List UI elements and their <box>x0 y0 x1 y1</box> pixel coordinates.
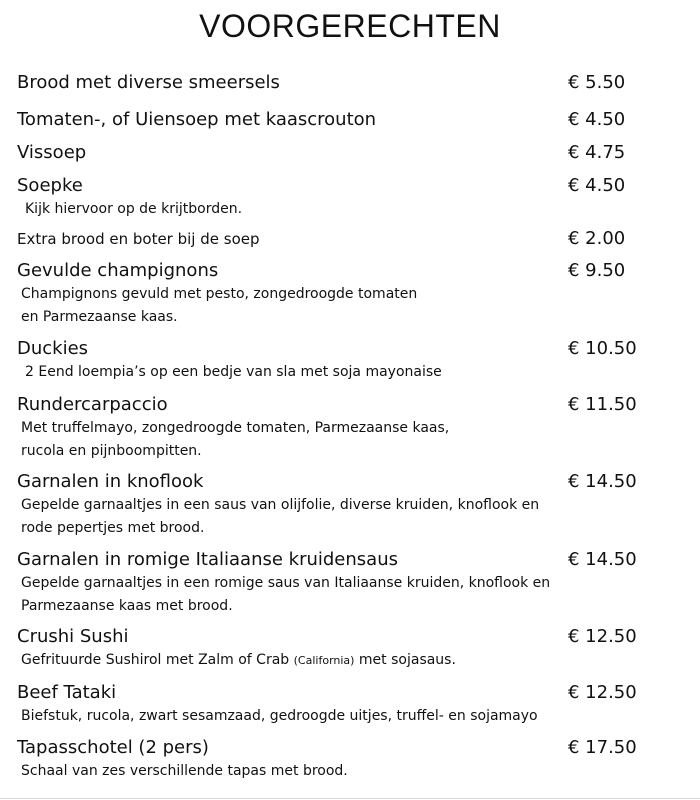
item-name: Beef Tataki <box>17 682 117 703</box>
menu-item-tapasschotel <box>17 736 677 783</box>
item-name: Duckies <box>17 338 89 359</box>
item-name: Brood met diverse smeersels <box>17 72 280 93</box>
item-description: rucola en pijnboompitten. <box>21 443 202 459</box>
item-description: Met truffelmayo, zongedroogde tomaten, Parmezaanse kaas, <box>21 420 450 436</box>
item-price: € 14.50 <box>568 471 637 492</box>
item-price: € 4.75 <box>568 142 626 163</box>
menu-item-rundercarpaccio <box>17 393 677 463</box>
item-name: Rundercarpaccio <box>17 394 168 415</box>
menu-item-duckies <box>17 337 677 384</box>
item-name: Extra brood en boter bij de soep <box>17 230 260 248</box>
menu-item-garnalen-knoflook <box>17 470 677 540</box>
item-description: Champignons gevuld met pesto, zongedroogde tomaten <box>21 286 418 302</box>
item-description: Gepelde garnaaltjes in een saus van olijfolie, diverse kruiden, knoflook en <box>21 497 540 513</box>
menu-item-brood <box>17 71 677 95</box>
item-price: € 17.50 <box>568 737 637 758</box>
menu-item-gevulde-champignons <box>17 259 677 329</box>
item-description: rode pepertjes met brood. <box>21 520 205 536</box>
desc-part: met sojasaus. <box>354 652 456 668</box>
item-description: 2 Eend loempia’s op een bedje van sla met soja mayonaise <box>25 364 442 380</box>
menu-item-beef-tataki <box>17 681 677 728</box>
item-description <box>21 649 677 672</box>
page-title: VOORGERECHTEN <box>199 8 501 44</box>
item-name: Garnalen in knoflook <box>17 471 204 492</box>
menu-item-crushi-sushi <box>17 625 677 672</box>
menu-item-garnalen-kruidensaus <box>17 548 677 618</box>
item-description: Kijk hiervoor op de krijtborden. <box>25 201 243 217</box>
item-description: Parmezaanse kaas met brood. <box>21 598 233 614</box>
item-name: Soepke <box>17 175 83 196</box>
item-price: € 11.50 <box>568 394 637 415</box>
item-price: € 4.50 <box>568 109 626 130</box>
item-price: € 2.00 <box>568 228 626 249</box>
desc-part: Gefrituurde Sushirol met Zalm of Crab <box>21 652 290 668</box>
divider <box>0 798 700 799</box>
menu-item-tomatensoep <box>17 108 677 132</box>
desc-part-small: (California) <box>293 654 355 667</box>
item-name: Vissoep <box>17 142 87 163</box>
item-name: Tomaten-, of Uiensoep met kaascrouton <box>17 109 377 130</box>
menu-item-extra-brood <box>17 227 677 251</box>
item-price: € 5.50 <box>568 72 626 93</box>
item-name: Crushi Sushi <box>17 626 129 647</box>
item-name: Garnalen in romige Italiaanse kruidensaus <box>17 549 398 570</box>
item-price: € 10.50 <box>568 338 637 359</box>
item-price: € 9.50 <box>568 260 626 281</box>
item-price: € 12.50 <box>568 682 637 703</box>
item-description: Biefstuk, rucola, zwart sesamzaad, gedroogde uitjes, truffel- en sojamayo <box>21 708 538 724</box>
item-description: Schaal van zes verschillende tapas met brood. <box>21 763 348 779</box>
item-name: Tapasschotel (2 pers) <box>17 737 209 758</box>
item-price: € 14.50 <box>568 549 637 570</box>
menu-item-soepke <box>17 174 677 221</box>
menu-item-vissoep <box>17 141 677 165</box>
item-name: Gevulde champignons <box>17 260 219 281</box>
item-description: Gepelde garnaaltjes in een romige saus van Italiaanse kruiden, knoflook en <box>21 575 551 591</box>
item-description: en Parmezaanse kaas. <box>21 309 178 325</box>
item-price: € 12.50 <box>568 626 637 647</box>
item-price: € 4.50 <box>568 175 626 196</box>
